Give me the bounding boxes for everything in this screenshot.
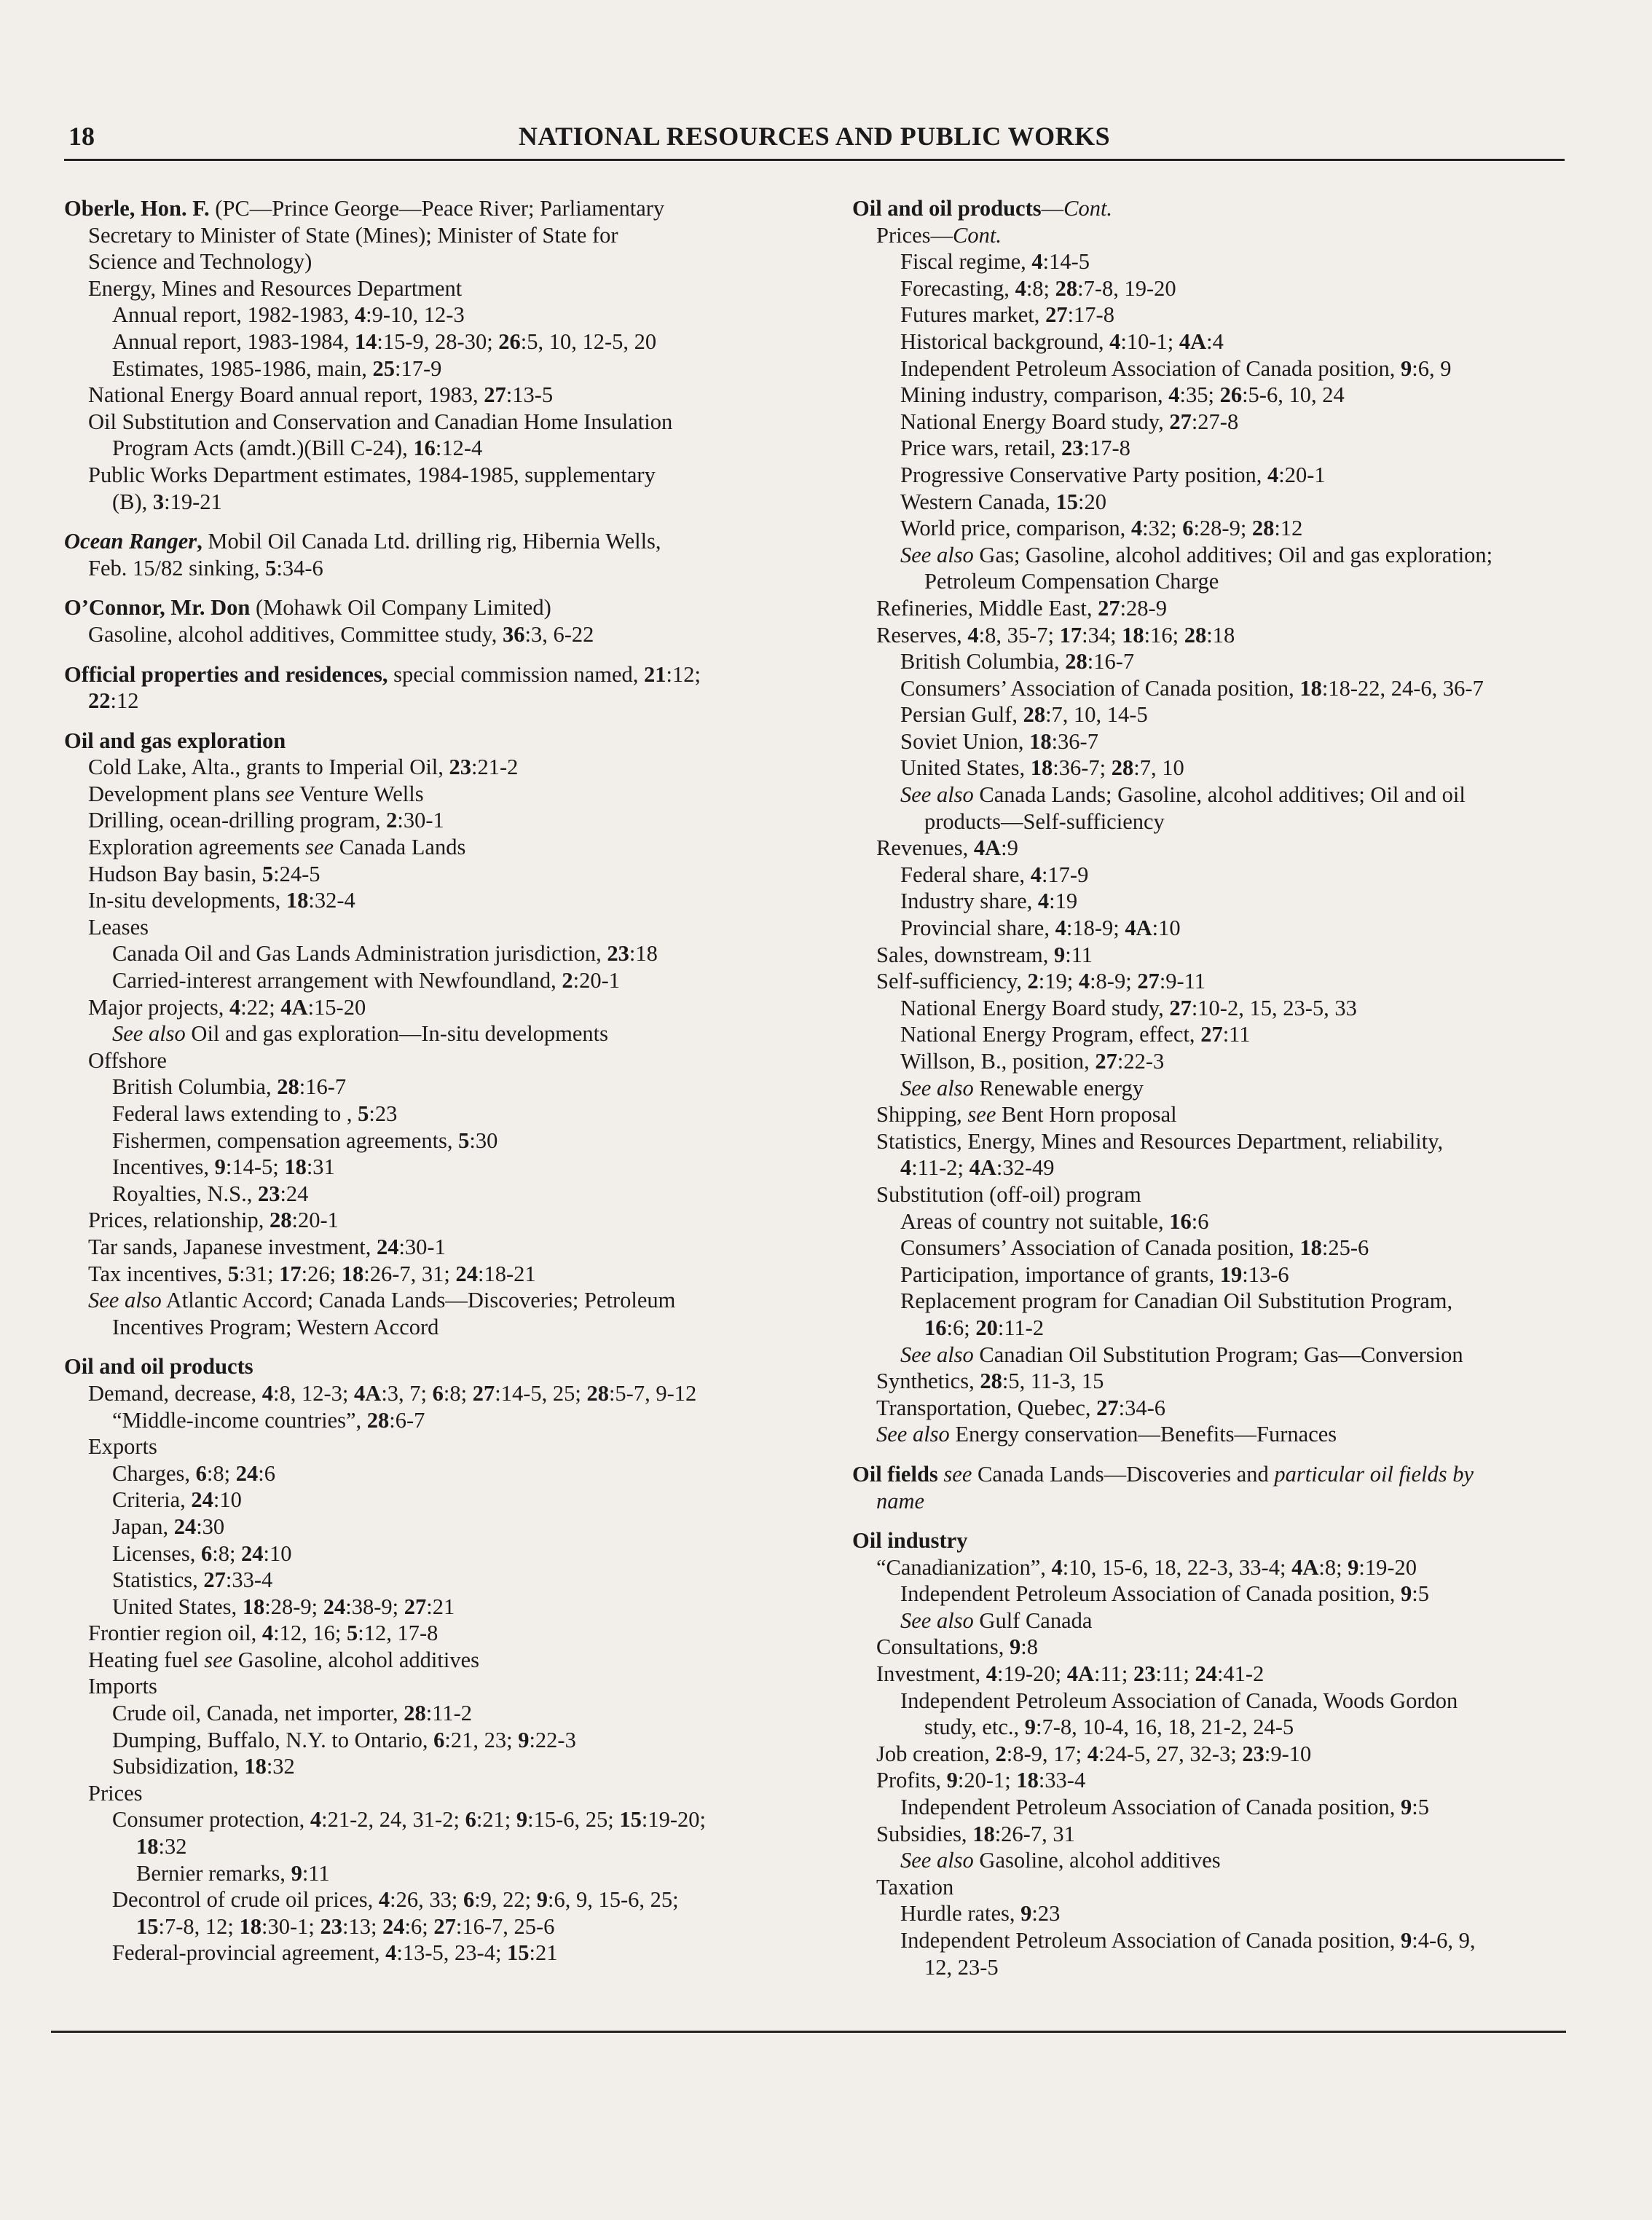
index-subentry: Refineries, Middle East, 27:28-9	[876, 595, 1167, 621]
index-subentry: In-situ developments, 18:32-4	[88, 888, 355, 913]
index-subentry: Annual report, 1983-1984, 14:15-9, 28-30; 26:5, 10, 12-5, 20	[112, 328, 657, 354]
index-subentry: Persian Gulf, 28:7, 10, 14-5	[900, 702, 1148, 728]
index-subentry: Demand, decrease, 4:8, 12-3; 4A:3, 7; 6:8; 27:14-5, 25; 28:5-7, 9-12	[88, 1380, 697, 1406]
index-subentry: Western Canada, 15:20	[900, 489, 1106, 514]
index-subentry: Statistics, Energy, Mines and Resources Department, reliability,	[876, 1128, 1444, 1154]
index-subentry: Profits, 9:20-1; 18:33-4	[876, 1768, 1086, 1793]
index-subentry: Federal laws extending to , 5:23	[112, 1101, 398, 1126]
index-subentry: Independent Petroleum Association of Canada, Woods Gordon	[900, 1688, 1458, 1713]
index-subentry: Provincial share, 4:18-9; 4A:10	[900, 916, 1181, 941]
index-subentry: Development plans see Venture Wells	[88, 781, 424, 806]
index-subentry: Subsidization, 18:32	[112, 1754, 295, 1779]
index-subentry: Taxation	[876, 1874, 954, 1900]
index-subentry: World price, comparison, 4:32; 6:28-9; 28:12	[900, 516, 1303, 541]
index-subentry: Drilling, ocean-drilling program, 2:30-1	[88, 808, 444, 833]
index-subentry: Independent Petroleum Association of Canada position, 9:5	[900, 1581, 1429, 1607]
index-subentry: Oil Substitution and Conservation and Canadian Home Insulation	[88, 409, 673, 434]
index-subentry: Consumers’ Association of Canada position, 18:18-22, 24-6, 36-7	[900, 675, 1484, 701]
index-subentry: Dumping, Buffalo, N.Y. to Ontario, 6:21, 23; 9:22-3	[112, 1727, 576, 1752]
index-subentry: Major projects, 4:22; 4A:15-20	[88, 994, 366, 1020]
index-subentry: Bernier remarks, 9:11	[136, 1860, 330, 1886]
index-subentry: Frontier region oil, 4:12, 16; 5:12, 17-8	[88, 1621, 438, 1646]
index-subentry: Cold Lake, Alta., grants to Imperial Oil, 23:21-2	[88, 755, 519, 780]
index-subentry: Revenues, 4A:9	[876, 835, 1018, 861]
index-subentry: Prices—Cont.	[876, 222, 1002, 248]
index-subentry: products—Self-sufficiency	[924, 808, 1165, 834]
index-heading: Ocean Ranger, Mobil Oil Canada Ltd. drilling rig, Hibernia Wells,	[64, 529, 661, 554]
index-subentry: Incentives Program; Western Accord	[112, 1314, 439, 1339]
index-subentry: See also Canadian Oil Substitution Program; Gas—Conversion	[900, 1342, 1463, 1367]
index-subentry: Exports	[88, 1434, 157, 1460]
page-title: NATIONAL RESOURCES AND PUBLIC WORKS	[518, 122, 1111, 151]
index-subentry: See also Canada Lands; Gasoline, alcohol additives; Oil and oil	[900, 782, 1466, 808]
index-subentry: Carried-interest arrangement with Newfoundland, 2:20-1	[112, 968, 621, 993]
index-subentry: Investment, 4:19-20; 4A:11; 23:11; 24:41-2	[876, 1661, 1264, 1687]
index-subentry: Prices, relationship, 28:20-1	[88, 1208, 339, 1233]
index-subentry: Feb. 15/82 sinking, 5:34-6	[88, 555, 323, 580]
index-column-left	[64, 195, 829, 1967]
index-heading: Official properties and residences, special commission named, 21:12;	[64, 661, 701, 687]
index-subentry: Exploration agreements see Canada Lands	[88, 835, 466, 860]
index-subentry: Self-sufficiency, 2:19; 4:8-9; 27:9-11	[876, 969, 1206, 994]
index-subentry: Estimates, 1985-1986, main, 25:17-9	[112, 355, 442, 381]
index-heading: Oil fields see Canada Lands—Discoveries and particular oil fields by	[852, 1461, 1474, 1487]
index-subentry: United States, 18:28-9; 24:38-9; 27:21	[112, 1594, 455, 1619]
index-subentry: See also Gas; Gasoline, alcohol additives; Oil and gas exploration;	[900, 542, 1493, 567]
index-subentry: (B), 3:19-21	[112, 489, 222, 514]
index-subentry: See also Oil and gas exploration—In-situ developments	[112, 1021, 609, 1047]
index-heading: O’Connor, Mr. Don (Mohawk Oil Company Limited)	[64, 595, 551, 621]
index-heading: Oil and oil products	[64, 1354, 253, 1379]
index-subentry: National Energy Board annual report, 1983, 27:13-5	[88, 382, 554, 408]
index-subentry: Subsidies, 18:26-7, 31	[876, 1821, 1075, 1846]
index-subentry: Consumers’ Association of Canada position, 18:25-6	[900, 1235, 1369, 1261]
index-subentry: Reserves, 4:8, 35-7; 17:34; 18:16; 28:18	[876, 622, 1235, 648]
index-subentry: Mining industry, comparison, 4:35; 26:5-6, 10, 24	[900, 382, 1345, 408]
index-subentry: Willson, B., position, 27:22-3	[900, 1049, 1165, 1074]
page-header	[64, 117, 1565, 161]
index-subentry: study, etc., 9:7-8, 10-4, 16, 18, 21-2, 24-5	[924, 1715, 1294, 1740]
index-subentry: Hudson Bay basin, 5:24-5	[88, 861, 320, 886]
index-subentry: Tar sands, Japanese investment, 24:30-1	[88, 1234, 446, 1259]
index-subentry: Federal share, 4:17-9	[900, 862, 1089, 887]
index-heading: Oil and oil products—Cont.	[852, 196, 1113, 221]
index-subentry: See also Renewable energy	[900, 1075, 1144, 1101]
index-subentry: Fishermen, compensation agreements, 5:30	[112, 1127, 498, 1153]
index-subentry: Royalties, N.S., 23:24	[112, 1181, 309, 1206]
index-subentry: Charges, 6:8; 24:6	[112, 1460, 275, 1486]
index-subentry: Job creation, 2:8-9, 17; 4:24-5, 27, 32-3; 23:9-10	[876, 1741, 1312, 1766]
index-subentry: Hurdle rates, 9:23	[900, 1901, 1061, 1926]
index-subentry: National Energy Board study, 27:10-2, 15, 23-5, 33	[900, 995, 1357, 1020]
index-subentry: “Canadianization”, 4:10, 15-6, 18, 22-3, 33-4; 4A:8; 9:19-20	[876, 1554, 1417, 1580]
index-subentry: Fiscal regime, 4:14-5	[900, 249, 1090, 275]
index-subentry: 4:11-2; 4A:32-49	[900, 1155, 1055, 1181]
index-subentry: Areas of country not suitable, 16:6	[900, 1208, 1209, 1234]
index-subentry: Participation, importance of grants, 19:13-6	[900, 1261, 1289, 1287]
index-subentry: Independent Petroleum Association of Canada position, 9:4-6, 9,	[900, 1928, 1476, 1953]
index-subentry: name	[876, 1488, 925, 1514]
index-subentry: Japan, 24:30	[112, 1514, 225, 1539]
index-subentry: Transportation, Quebec, 27:34-6	[876, 1395, 1166, 1420]
index-subentry: See also Energy conservation—Benefits—Furnaces	[876, 1422, 1337, 1447]
index-subentry: Heating fuel see Gasoline, alcohol additives	[88, 1647, 479, 1672]
index-subentry: 16:6; 20:11-2	[924, 1315, 1045, 1340]
index-subentry: Science and Technology)	[88, 249, 312, 275]
index-subentry: United States, 18:36-7; 28:7, 10	[900, 755, 1184, 781]
index-subentry: National Energy Program, effect, 27:11	[900, 1022, 1251, 1047]
index-subentry: Shipping, see Bent Horn proposal	[876, 1102, 1177, 1127]
index-subentry: Decontrol of crude oil prices, 4:26, 33; 6:9, 22; 9:6, 9, 15-6, 25;	[112, 1887, 679, 1913]
index-subentry: National Energy Board study, 27:27-8	[900, 409, 1239, 434]
index-subentry: Licenses, 6:8; 24:10	[112, 1540, 292, 1566]
index-subentry: Independent Petroleum Association of Canada position, 9:6, 9	[900, 355, 1452, 381]
index-subentry: Progressive Conservative Party position, 4:20-1	[900, 462, 1326, 487]
index-subentry: Criteria, 24:10	[112, 1487, 242, 1513]
index-subentry: Futures market, 27:17-8	[900, 302, 1114, 328]
index-subentry: Incentives, 9:14-5; 18:31	[112, 1154, 335, 1180]
index-subentry: Annual report, 1982-1983, 4:9-10, 12-3	[112, 302, 465, 328]
index-subentry: Soviet Union, 18:36-7	[900, 728, 1098, 754]
index-subentry: Replacement program for Canadian Oil Substitution Program,	[900, 1288, 1453, 1314]
index-subentry: Substitution (off-oil) program	[876, 1181, 1141, 1207]
index-subentry: British Columbia, 28:16-7	[112, 1074, 347, 1100]
index-subentry: Secretary to Minister of State (Mines); Minister of State for	[88, 222, 618, 248]
index-subentry: Consumer protection, 4:21-2, 24, 31-2; 6:21; 9:15-6, 25; 15:19-20;	[112, 1807, 706, 1833]
index-subentry: 15:7-8, 12; 18:30-1; 23:13; 24:6; 27:16-7, 25-6	[136, 1913, 555, 1939]
index-subentry: See also Gasoline, alcohol additives	[900, 1848, 1221, 1873]
index-subentry: Gasoline, alcohol additives, Committee study, 36:3, 6-22	[88, 621, 594, 647]
index-subentry: Prices	[88, 1780, 143, 1806]
index-column-right	[852, 195, 1581, 1980]
index-heading: Oil and gas exploration	[64, 728, 286, 753]
index-subentry: Leases	[88, 914, 149, 940]
index-subentry: Imports	[88, 1674, 157, 1699]
index-subentry: 18:32	[136, 1834, 187, 1859]
index-heading: Oberle, Hon. F. (PC—Prince George—Peace River; Parliamentary	[64, 196, 665, 221]
index-subentry: Industry share, 4:19	[900, 889, 1078, 914]
page-number: 18	[68, 122, 95, 151]
index-subentry: Synthetics, 28:5, 11-3, 15	[876, 1369, 1104, 1394]
index-subentry: British Columbia, 28:16-7	[900, 649, 1135, 674]
index-subentry: Program Acts (amdt.)(Bill C-24), 16:12-4	[112, 436, 483, 461]
index-subentry: Public Works Department estimates, 1984-1985, supplementary	[88, 462, 656, 487]
index-subentry: Price wars, retail, 23:17-8	[900, 436, 1130, 461]
index-subentry: Forecasting, 4:8; 28:7-8, 19-20	[900, 275, 1176, 301]
index-subentry: 12, 23-5	[924, 1954, 999, 1980]
index-subentry: Statistics, 27:33-4	[112, 1567, 273, 1593]
index-subentry: Crude oil, Canada, net importer, 28:11-2	[112, 1701, 473, 1726]
index-subentry: See also Atlantic Accord; Canada Lands—Discoveries; Petroleum	[88, 1288, 676, 1313]
footer-rule	[51, 2031, 1566, 2033]
index-subentry: Independent Petroleum Association of Canada position, 9:5	[900, 1795, 1429, 1820]
index-subentry: Energy, Mines and Resources Department	[88, 275, 463, 301]
index-subentry: Federal-provincial agreement, 4:13-5, 23-4; 15:21	[112, 1940, 558, 1966]
index-subentry: Petroleum Compensation Charge	[924, 569, 1219, 594]
index-subentry: Offshore	[88, 1047, 167, 1073]
index-subentry: “Middle-income countries”, 28:6-7	[112, 1407, 425, 1433]
index-subentry: Sales, downstream, 9:11	[876, 942, 1093, 967]
index-subentry: 22:12	[88, 688, 139, 714]
index-heading: Oil industry	[852, 1528, 968, 1554]
index-subentry: Canada Oil and Gas Lands Administration jurisdiction, 23:18	[112, 941, 658, 967]
index-subentry: See also Gulf Canada	[900, 1607, 1093, 1633]
index-subentry: Historical background, 4:10-1; 4A:4	[900, 328, 1224, 354]
index-subentry: Consultations, 9:8	[876, 1634, 1038, 1660]
index-subentry: Tax incentives, 5:31; 17:26; 18:26-7, 31; 24:18-21	[88, 1261, 536, 1286]
